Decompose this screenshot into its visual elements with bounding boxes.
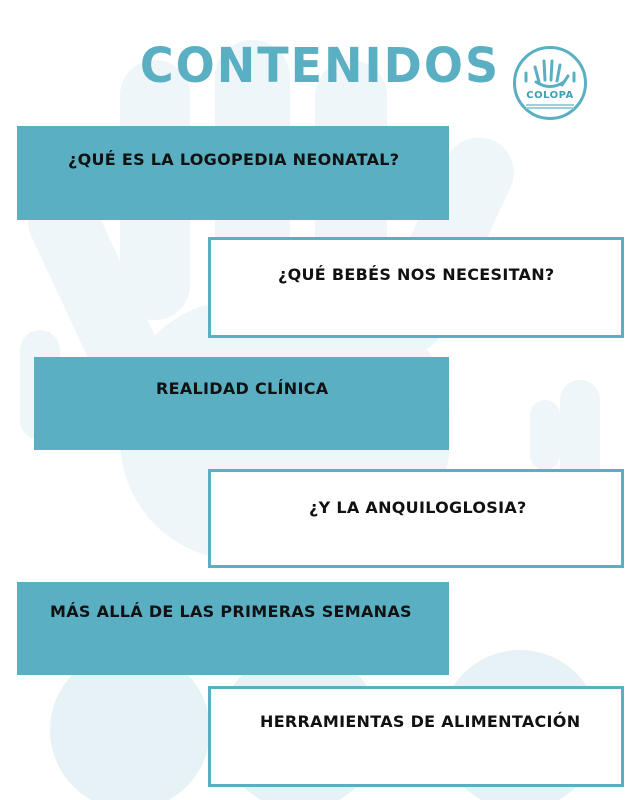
menu-item-label: MÁS ALLÁ DE LAS PRIMERAS SEMANAS: [50, 602, 412, 621]
logo-text: COLOPA: [526, 90, 574, 101]
menu-item-herramientas-alimentacion[interactable]: [208, 686, 624, 787]
menu-item-label: ¿Y LA ANQUILOGLOSIA?: [309, 498, 527, 517]
logo-subtitle-lines: [526, 104, 574, 109]
page-title: CONTENIDOS: [139, 36, 501, 94]
menu-item-bebes-necesitan[interactable]: [208, 237, 624, 338]
menu-item-logopedia-neonatal[interactable]: [17, 126, 449, 220]
menu-item-label: REALIDAD CLÍNICA: [156, 379, 329, 398]
menu-item-label: ¿QUÉ BEBÉS NOS NECESITAN?: [278, 265, 555, 284]
menu-item-realidad-clinica[interactable]: [34, 357, 449, 450]
menu-item-primeras-semanas[interactable]: [17, 582, 449, 675]
menu-item-label: HERRAMIENTAS DE ALIMENTACIÓN: [260, 712, 581, 731]
menu-item-anquiloglosia[interactable]: [208, 469, 624, 568]
colopa-logo: [513, 46, 587, 120]
menu-item-label: ¿QUÉ ES LA LOGOPEDIA NEONATAL?: [68, 150, 400, 169]
